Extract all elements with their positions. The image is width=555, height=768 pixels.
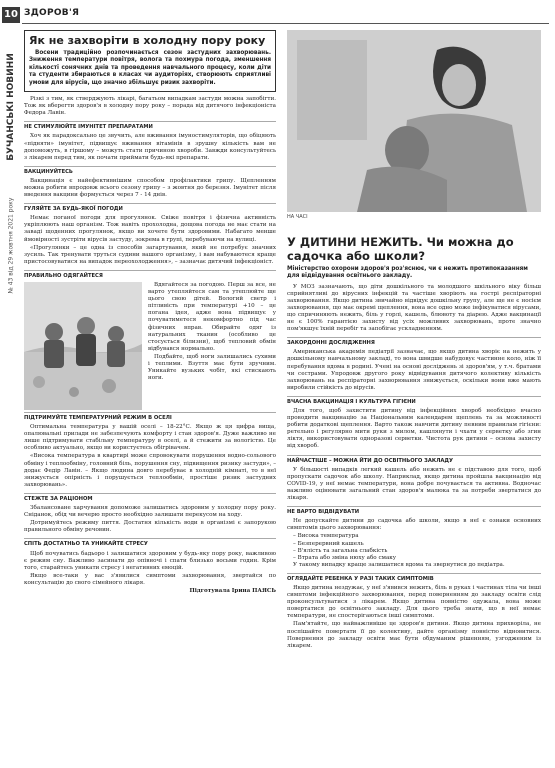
left-subhead-2: ВАКЦИНУЙТЕСЬ xyxy=(24,166,276,176)
list-item: – В'ялість та загальна слабкість xyxy=(293,547,388,554)
left-subhead-4: ПРАВИЛЬНО ОДЯГАЙТЕСЯ xyxy=(24,270,276,280)
right-article xyxy=(287,236,541,651)
left-subhead-1: НЕ СТИМУЛЮЙТЕ ІМУНІТЕТ ПРЕПАРАТАМИ xyxy=(24,121,276,131)
right-para-1: Американська академія педіатрії зазначає, що якщо дитина хворіє на нежить у дошкільному навчальному закладі, то вона швидше набудовує частинне коло, ніж її перебування вдома в родині. Учені на основі досліджень зі здоров'ям, у т.ч. братами чи сестрами. Упродовж другого року відвідування дитячого колективу кількість захворювань на респіраторні захворювання знижується, оскільки вони вже мають виробили стійкість до вірусів. xyxy=(287,349,541,391)
left-para-1: Хоч як парадоксально це звучить, але вживання імуностимуляторів, що обіцяють «підняти» імунітет, підвищує вживання вітамінів в зрушну кількість вам не допоможуть, в гіршому – можуть стати причиною хвороби. Завжди консультуйтесь з лікарем перед тим, як почати приймати будь-які препарати. xyxy=(24,133,276,161)
sidebar-strip xyxy=(2,32,20,322)
right-para-3: У більшості випадків легкий кашель або нежить не є підставою для того, щоб пропускати садочок або школу. Наприклад, якщо дитина пройшла вакцинацію від COVID-19, у неї немає температури, вона добре почувається та активна. Водночас важливо оцінювати загальний стан здоров'я малюка та за потреби звертатися до лікаря. xyxy=(287,466,541,502)
right-para-4b: У такому випадку краще залишатися вдома та звернутися до педіатра. xyxy=(293,561,505,568)
left-subhead-6: СТЕЖТЕ ЗА РАЦІОНОМ xyxy=(24,493,276,503)
list-item: – Висока температура xyxy=(293,533,359,540)
right-intro: У МОЗ зазначають, що діти дошкільного та молодшого шкільного віку більш сприйнятливі до вірусних інфекцій та частіше хворіють на гострі респіраторні захворювання. Якщо дитина звичайно відвідує дошкільну групу, але ще не є носієм захворювання, що має окремі щеплення, вона все одно може інфікуватися вірусами, що спричиняють нежить, біль у горлі, кашель, блювоту та діарею. Адже вакцинації не є 100% гарантією захисту від усіх можливих захворювань, проте значно пом'якшує їхній перебіг та запобігає ускладненням. xyxy=(287,283,541,333)
left-para-5b: «Висока температура в квартирі може спровокувати порушення водно-сольового обміну і теплообміну, головний біль, порушення сну, підвищення ризику застуди», – додає Федір Лавін. – Якщо людина довго перебуває в холодній кімнаті, то в неї знижується опірність і порушується теплообмін, простіше ризик застудних захворювань». xyxy=(24,453,276,488)
symptom-list xyxy=(287,533,541,561)
photo-caption: НА ЧАСІ xyxy=(287,214,308,220)
list-item: – Безперервний кашель xyxy=(293,540,364,547)
page-header xyxy=(0,0,555,28)
left-para-2: Вакцинація є найефективнішим способом профілактики грипу. Щепленням можна робити впродовж всього сезону грипу – з жовтня до березня. Імунітет після введення вакцини формується через 7 - 14 днів. xyxy=(24,177,276,199)
right-title: У ДИТИНИ НЕЖИТЬ. Чи можна до садочка або школи? xyxy=(287,235,514,263)
left-para-6: Збалансоване харчування допоможе залишатись здоровим у холодну пору року. Сніданок, обід чи вечерю просто необхідно залишати перекусом на ходу. xyxy=(24,505,276,519)
right-para-5b: Пам'ятайте, що найважливіше це здоров'я дитини. Якщо дитина прихворіла, не поспішайте повертати її до колективу, дайте організму повністю відновитися. Повернення до закладу освіти має бути обдуманим рішенням, узгодженим із лікарем. xyxy=(287,621,541,649)
right-subhead-4: НЕ ВАРТО ВІДВІДУВАТИ xyxy=(287,506,541,516)
left-headline-box xyxy=(24,30,276,92)
author-signature: Підготувала Ірина ПАЯСЬ xyxy=(189,587,276,594)
children-autumn-photo xyxy=(24,282,142,410)
right-para-5: Якщо дитина нездужає, у неї з'явився нежить, біль в руках і частинах тіла чи інші симптоми інфекційного захворювання, перед поверненням до закладу освіти слід проконсультуватися з лікарем. Якщо дитина повністю одужала, вона може повертатися до освітнього закладу. Для цього треба знати, що в неї немає температури, не спостерігаються інші симптоми. xyxy=(287,584,541,620)
header-rule xyxy=(22,23,549,24)
page-number: 10 xyxy=(2,7,20,23)
woman-with-child-photo xyxy=(287,30,541,212)
left-para-4: Вдягайтеся за погодою. Перш за все, не варто утепляйтеся сам та утеплюйте ще цього свою дітей. Вологий светр і пітливість при температурі +10 – це погана ідея, адже вона підвищує у почуватиметеся некомфортно під час фізичних вправ. Обирайте одяг із натуральних тканин (особливо це стосується білизни), щоб тепловий обмін відбувався нормально. xyxy=(148,282,276,352)
right-subhead-1: ЗАКОРДОННІ ДОСЛІДЖЕННЯ xyxy=(287,337,541,347)
right-para-4: Не допускайте дитини до садочка або школи, якщо в неї є ознаки основних симптомів цього захворювання: xyxy=(287,518,541,532)
left-quote-3: «Прогулянки – це одна із способів загартування, який не потребує значних зусиль. Так тренувати труться судини вашого організму, і вам набуваютеся краще пристосовуватися на випадок переохолодження», – зазначає дитячий інфекціоніст. xyxy=(24,244,276,265)
left-subhead-5: ПІДТРИМУЙТЕ ТЕМПЕРАТУРНИЙ РЕЖИМ В ОСЕЛІ xyxy=(24,412,276,422)
right-subhead-3: НАЙЧАСТІШЕ – МОЖНА ЙТИ ДО ОСВІТНЬОГО ЗАКЛАДУ xyxy=(287,455,541,465)
left-subhead-3: ГУЛЯЙТЕ ЗА БУДЬ-ЯКОЇ ПОГОДИ xyxy=(24,203,276,213)
left-para-4b: Подбайте, щоб ноги залишались сухими і теплими. Взуття має бути зручним. Уникайте вузьких чобіт, які стискають ноги. xyxy=(148,353,276,382)
right-subhead-2: ВЧАСНА ВАКЦИНАЦІЯ І КУЛЬТУРА ГІГІЄНИ xyxy=(287,396,541,406)
right-subhead-5: ОГЛЯДАЙТЕ РЕБЕНКА У РАЗІ ТАКИХ СИМПТОМІВ xyxy=(287,573,541,583)
left-para-5: Оптимальна температура у вашій оселі – 18-22°С. Якщо ж ця цифра вища, опалювальні прилади не забезпечують комфорту і стан здоров'я. Дуже важливо не лише підтримувати стабільну температуру в оселі, а й стежити за вологістю. Це особливо актуально, якщо ви користуєтесь обігрівачем. xyxy=(24,424,276,452)
left-lead: Восени традиційно розпочинається сезон застудних захворювань. Зниження температури повітря, волога та похмура погода, зменшення кількості сонячних днів та проведення навчального процесу, коли діти та студенти збираються в класах чи аудиторіях, створюють сприятливі умови для вірусів, що значно збільшує ризик захворіти. xyxy=(29,50,271,86)
left-para-7: Щоб почуватись бадьоро і залишатися здоровим у будь-яку пору року, важливою є режим сну. Важливо засинати до опівночі і спати близько восьми годин. Крім того, старайтесь уникати стресу і негативних емоцій. xyxy=(24,550,276,571)
issue-info: № 43 від 29 жовтня 2021 року xyxy=(7,197,15,294)
left-title: Як не захворіти в холодну пору року xyxy=(29,34,266,47)
left-intro: Різкі з тим, як стверджують лікарі, багатьом випадкам застуди можна запобігти. Тож як вберегти здоров'я в холодну пору року – порада від дитячого інфекціоніста Федора Лавін. xyxy=(24,96,276,117)
section-title: ЗДОРОВ'Я xyxy=(24,8,80,18)
left-para-7b: Якщо все-таки у вас з'явилися симптоми захворювання, звертайся по консультацію до свого сімейного лікаря. xyxy=(24,572,276,586)
left-para-6b: Дотримуйтесь режиму пиття. Достатня кількість води в організмі є запорукою правильного обміну речовин. xyxy=(24,520,276,534)
right-para-2: Для того, щоб захистити дитину від інфекційних хвороб необхідно вчасно проводити вакцинацію за Національним календарем щеплень та за можливості робити додаткові щеплення. Варто також навчити дитину певним правилам гігієни: ретельно і регулярно мити руки з милом, кашлянути і чхати у серветку або згин ліктя, використовувати одноразові серветки. Чистота рук дитини – основа захисту від хвороб. xyxy=(287,408,541,450)
newspaper-brand: БУЧАНСЬКІ НОВИНИ xyxy=(6,53,16,161)
left-subhead-7: СПІТЬ ДОСТАТНЬО ТА УНИКАЙТЕ СТРЕСУ xyxy=(24,538,276,548)
left-para-3: Немає поганої погоди для прогулянок. Свіже повітря і фізична активність укріплюють наш організм. Тож навіть прохолодна, дощова погода не має стати на заваді щоденних прогулянок, якщо ви хочете бути здоровими. Набагато менше ймовірності зустріти вірусів застуду, зокрема в групі, перебуваючи на вулиці. xyxy=(24,215,276,243)
right-lead: Міністерство охорони здоров'я роз'яснює, чи є нежить протипоказанням для відвідування освітнього закладу. xyxy=(287,266,528,280)
list-item: – Втрата або зміна нюху або смаку xyxy=(293,554,397,561)
left-article xyxy=(24,30,276,595)
